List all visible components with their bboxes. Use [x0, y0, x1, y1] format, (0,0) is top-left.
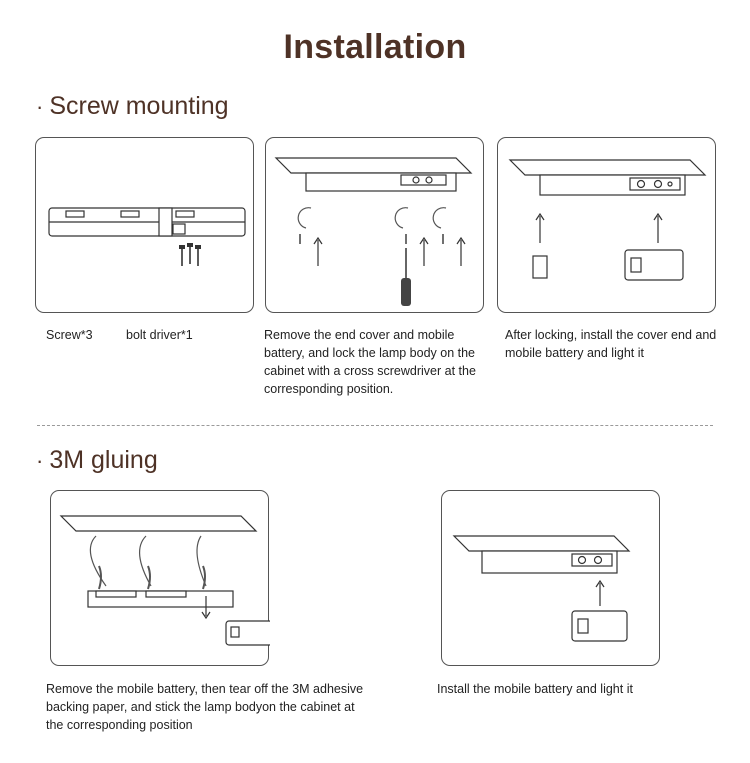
caption-screw: Screw*3 — [46, 328, 93, 342]
caption-gluing: Remove the mobile battery, then tear off the 3M adhesive backing paper, and stick the lamp bodyon the cabinet at the corresponding position — [46, 682, 364, 732]
gluing-heading — [36, 446, 158, 475]
caption-step3: After locking, install the cover end and mobile battery and light it — [505, 328, 717, 360]
peel-arrow-icons — [90, 536, 206, 586]
page-title: Installation — [283, 28, 467, 66]
screw-lock-illustration — [266, 138, 485, 314]
bullet-dot: · — [36, 448, 44, 473]
screwdriver-icon — [401, 248, 411, 306]
battery-module — [173, 224, 185, 234]
screw-mounting-label: Screw mounting — [49, 92, 229, 120]
bullet-dot: · — [36, 94, 44, 119]
panel-cover-battery — [497, 137, 716, 313]
screw-mounting-heading — [36, 92, 229, 121]
end-cover-part — [533, 256, 547, 278]
panel-screw-lock — [265, 137, 484, 313]
panel-gluing — [50, 490, 269, 666]
section-divider — [37, 425, 713, 426]
rotate-arrow-icons — [298, 208, 446, 228]
parts-illustration — [36, 138, 255, 314]
cabinet-board — [454, 536, 629, 551]
backing-paper-strips — [99, 566, 205, 589]
up-arrow-icons — [536, 214, 662, 243]
cabinet-board — [61, 516, 256, 531]
cover-battery-illustration — [498, 138, 717, 314]
panel-install-battery — [441, 490, 660, 666]
gluing-label: 3M gluing — [49, 446, 158, 474]
caption-step2: Remove the end cover and mobile battery, and lock the lamp body on the cabinet with a cross screwdriver at the corresponding position. — [264, 328, 476, 396]
cabinet-board — [276, 158, 471, 173]
end-cover — [159, 208, 172, 236]
cabinet-board — [510, 160, 705, 175]
install-battery-illustration — [442, 491, 661, 667]
up-arrow-icon — [596, 581, 604, 606]
panel-parts — [35, 137, 254, 313]
caption-driver: bolt driver*1 — [126, 328, 193, 342]
caption-install: Install the mobile battery and light it — [437, 682, 633, 696]
gluing-illustration — [51, 491, 270, 667]
